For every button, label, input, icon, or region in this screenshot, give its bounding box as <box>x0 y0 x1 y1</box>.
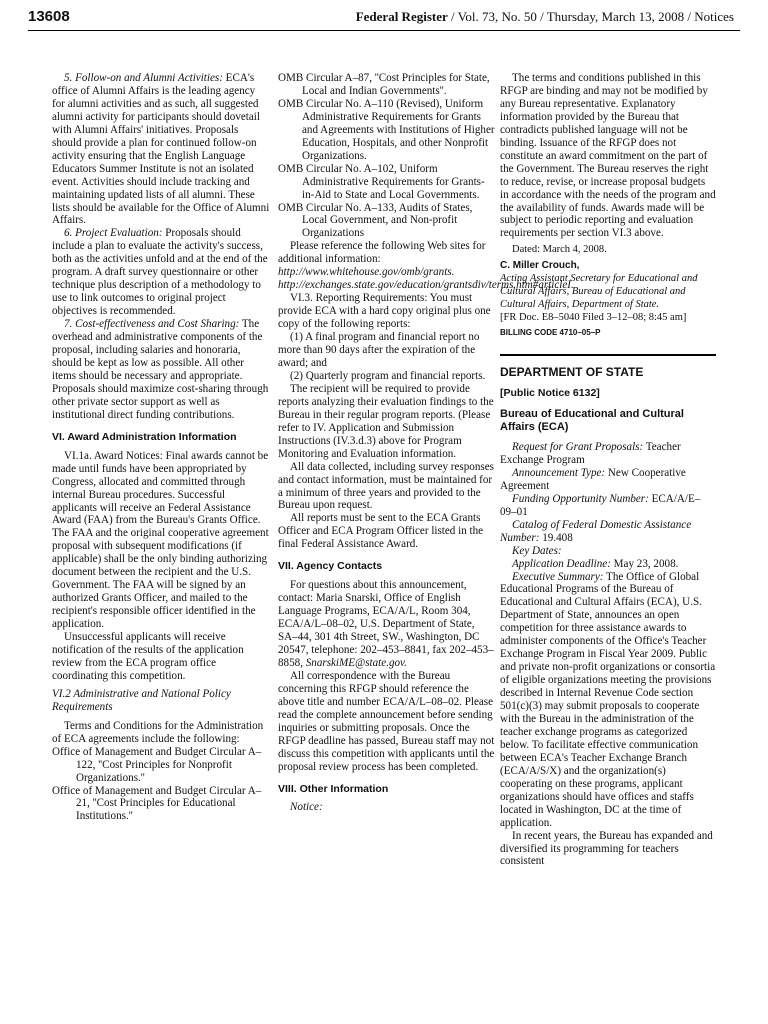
rfgp-line <box>500 441 716 467</box>
award-notices-paragraph: VI.1a. Award Notices: Final awards cannot be made until funds have been appropriated by Congress, allocated and committed through internal Bureau procedures. Successful applicants will receive an Federal Assistance Award (FAA) from the Bureau's Grants Office. The FAA and the original cooperative agreement proposal with subsequent modifications (if applicable) shall be the only binding authorizing document between the recipient and the U.S. Government. The FAA will be signed by an authorized Grants Officer, and mailed to the recipient's responsible officer identified in the application. <box>52 449 269 631</box>
notice-label <box>278 801 495 814</box>
unsuccessful-paragraph: Unsuccessful applicants will receive notification of the results of the application review from the ECA program office coordinating this competition. <box>52 631 244 682</box>
evaluation-body: Proposals should include a plan to evaluate the activity's success, both as the activities unfold and at the end of the program. A draft survey questionnaire or other technique plus description of a methodology to use to link outcomes to original project objectives is recommended. <box>52 227 268 318</box>
signer-name: C. Miller Crouch, <box>500 260 580 272</box>
follow-on-paragraph <box>52 72 270 227</box>
contact-email-link[interactable]: SnarskiME@state.gov. <box>305 656 407 669</box>
column-3 <box>500 72 716 868</box>
announcement-type-value: New Cooperative Agreement <box>500 466 686 492</box>
executive-summary-body: The Office of Global Educational Programs of the Bureau of Educational and Cultural Affairs (ECA), U.S. Department of State, announces an open competition for three assistance awards to administer components of the Office's Teacher Exchange Program in Fiscal Year 2009. Public and private non-profit organizations or consortia of eligible organizations meeting the provisions described in Internal Revenue Code section 501(c)(3) may submit proposals to cooperate with the Bureau in the administration of the teacher exchange programs as categorized below. To facilitate effective communication between ECA's Teacher Exchange Branch (ECA/A/S/X) and the organization(s) cooperating on these programs, applicant organizations should have offices and staffs located in Washington, DC at the time of application. <box>500 570 716 829</box>
issue-details: / Vol. 73, No. 50 / Thursday, March 13, 2008 / Notices <box>447 9 734 24</box>
funding-number-value: ECA/A/E–09–01 <box>500 492 701 518</box>
funding-number-line <box>500 493 716 519</box>
contacts-text: For questions about this announcement, contact: Maria Snarski, Office of English Language Programs, ECA/A/L, Room 304, ECA/A/L–08–02, U.S. Department of State, SA–44, 301 4th Street, SW., Washington, DC 20547, telephone: 202–453–8841, fax 202–453–8858, <box>278 579 494 669</box>
deadline-line <box>500 558 716 571</box>
omb-a87-item: OMB Circular A–87, ''Cost Principles for State, Local and Indian Governments''. <box>278 72 490 97</box>
report-item-2: (2) Quarterly program and financial reports. <box>290 369 486 382</box>
contacts-paragraph <box>278 579 495 670</box>
executive-summary-label: Executive Summary: <box>512 570 604 583</box>
terms-paragraph: Terms and Conditions for the Administration of ECA agreements include the following: <box>52 719 264 745</box>
all-reports-paragraph: All reports must be sent to the ECA Grants Officer and ECA Program Officer listed in the final Federal Assistance Award. <box>278 512 484 551</box>
rfgp-label: Request for Grant Proposals: <box>512 440 644 453</box>
fr-doc-line: [FR Doc. E8–5040 Filed 3–12–08; 8:45 am] <box>500 312 687 324</box>
recipient-paragraph: The recipient will be required to provide reports analyzing their evaluation findings to the Bureau in their regular program reports. (Please refer to IV. Application and Submission Instructions (IV.3.d.3) above for Program Monitoring and Evaluation information. <box>278 382 494 460</box>
data-collected-paragraph: All data collected, including survey responses and contact information, must be maintained for a minimum of three years and provided to the Bureau upon request. <box>278 460 494 512</box>
page-number: 13608 <box>28 8 70 25</box>
omb-a122-item: Office of Management and Budget Circular A–122, ''Cost Principles for Nonprofit Organizations.'' <box>52 745 262 784</box>
signer-title: Acting Assistant Secretary for Educational and Cultural Affairs, Bureau of Educational and Cultural Affairs, Department of State. <box>500 273 698 311</box>
omb-a110-item: OMB Circular No. A–110 (Revised), Uniform Administrative Requirements for Grants and Agreements with Institutions of Higher Education, Hospitals, and other Nonprofit Organizations. <box>278 97 495 162</box>
page-header <box>28 8 740 31</box>
column-1 <box>52 72 270 823</box>
executive-summary-paragraph <box>500 571 716 830</box>
notice-divider <box>500 354 716 356</box>
cost-body: The overhead and administrative components of the proposal, including salaries and honoraria, should be kept as low as possible. All other items should be necessary and appropriate. Proposals should maximize cost-sharing through other private sector support as well as institutional direct funding contributions. <box>52 318 269 421</box>
cfda-value: 19.408 <box>539 531 573 544</box>
evaluation-label: 6. Project Evaluation: <box>64 227 163 240</box>
agency-heading: DEPARTMENT OF STATE <box>500 365 644 380</box>
follow-on-label: 5. Follow-on and Alumni Activities: <box>64 72 223 84</box>
announcement-type-label: Announcement Type: <box>512 466 606 479</box>
omb-a102-item: OMB Circular No. A–102, Uniform Administrative Requirements for Grants-in-Aid to State and Local Governments. <box>278 162 485 201</box>
policy-requirements-heading: VI.2 Administrative and National Policy Requirements <box>52 687 231 713</box>
reporting-requirements-paragraph: VI.3. Reporting Requirements: You must provide ECA with a hard copy original plus one copy of the following reports: <box>278 292 491 331</box>
cfda-label: Catalog of Federal Domestic Assistance Number: <box>500 518 692 544</box>
deadline-value: May 23, 2008. <box>610 557 679 570</box>
section-heading-viii: VIII. Other Information <box>278 782 389 795</box>
omb-a21-item: Office of Management and Budget Circular A–21, ''Cost Principles for Educational Institutions.'' <box>52 784 262 823</box>
running-head <box>356 9 734 25</box>
cost-paragraph <box>52 318 270 422</box>
cost-label: 7. Cost-effectiveness and Cost Sharing: <box>64 318 240 331</box>
billing-code: BILLING CODE 4710–05–P <box>500 328 601 338</box>
rfgp-value: Teacher Exchange Program <box>500 440 681 466</box>
deadline-label: Application Deadline: <box>512 557 611 570</box>
section-heading-vii: VII. Agency Contacts <box>278 560 383 573</box>
report-item-1: (1) A final program and financial report no more than 90 days after the expiration of the award; and <box>278 331 480 369</box>
notice-label-text: Notice: <box>290 801 323 814</box>
signature-date: Dated: March 4, 2008. <box>512 244 607 256</box>
web-sites-links[interactable]: http://www.whitehouse.gov/omb/grants. http://exchanges.state.gov/education/grantsdiv/terms.htm#articleI. <box>278 266 574 292</box>
web-sites-intro: Please reference the following Web sites for additional information: <box>278 240 486 266</box>
subagency-heading: Bureau of Educational and Cultural Affairs (ECA) <box>500 407 684 433</box>
section-heading-vi: VI. Award Administration Information <box>52 430 237 443</box>
funding-number-label: Funding Opportunity Number: <box>512 492 649 505</box>
terms-conditions-paragraph: The terms and conditions published in this RFGP are binding and may not be modified by any Bureau representative. Explanatory information provided by the Bureau that contradicts published language will not be binding. Issuance of the RFGP does not constitute an award commitment on the part of the Government. The Bureau reserves the right to reduce, revise, or increase proposal budgets in accordance with the needs of the program and the availability of funds. Awards made will be subject to periodic reporting and evaluation requirements per section VI.3 above. <box>500 72 716 240</box>
key-dates-label: Key Dates: <box>512 544 562 557</box>
recent-years-paragraph: In recent years, the Bureau has expanded and diversified its programming for teachers consistent <box>500 829 713 868</box>
correspondence-paragraph: All correspondence with the Bureau concerning this RFGP should reference the above title and number ECA/A/L–08–02. Please read the complete announcement before sending inquiries or submitting proposals. Once the RFGP deadline has passed, Bureau staff may not discuss this competition with applicants until the proposal review process has been completed. <box>278 669 495 773</box>
key-dates-line <box>500 545 716 558</box>
public-notice-number: [Public Notice 6132] <box>500 387 600 400</box>
follow-on-body: ECA's office of Alumni Affairs is the leading agency for alumni activities and as such, all suggested alumni activity for participants should dovetail with Alumni Affairs' initiatives. Proposals should provide a plan for continued follow-on activity ensuring that the English Language Educators Summer Institute is not an isolated event. Activities should include tracking and maintaining updated lists of all alumni. These lists should be available for the Office of Alumni Affairs. <box>52 72 270 227</box>
publication-name: Federal Register <box>355 9 448 24</box>
announcement-type-line <box>500 467 716 493</box>
cfda-line <box>500 519 716 545</box>
omb-a133-item: OMB Circular No. A–133, Audits of States, Local Government, and Non-profit Organizations <box>278 201 473 240</box>
evaluation-paragraph <box>52 227 270 318</box>
